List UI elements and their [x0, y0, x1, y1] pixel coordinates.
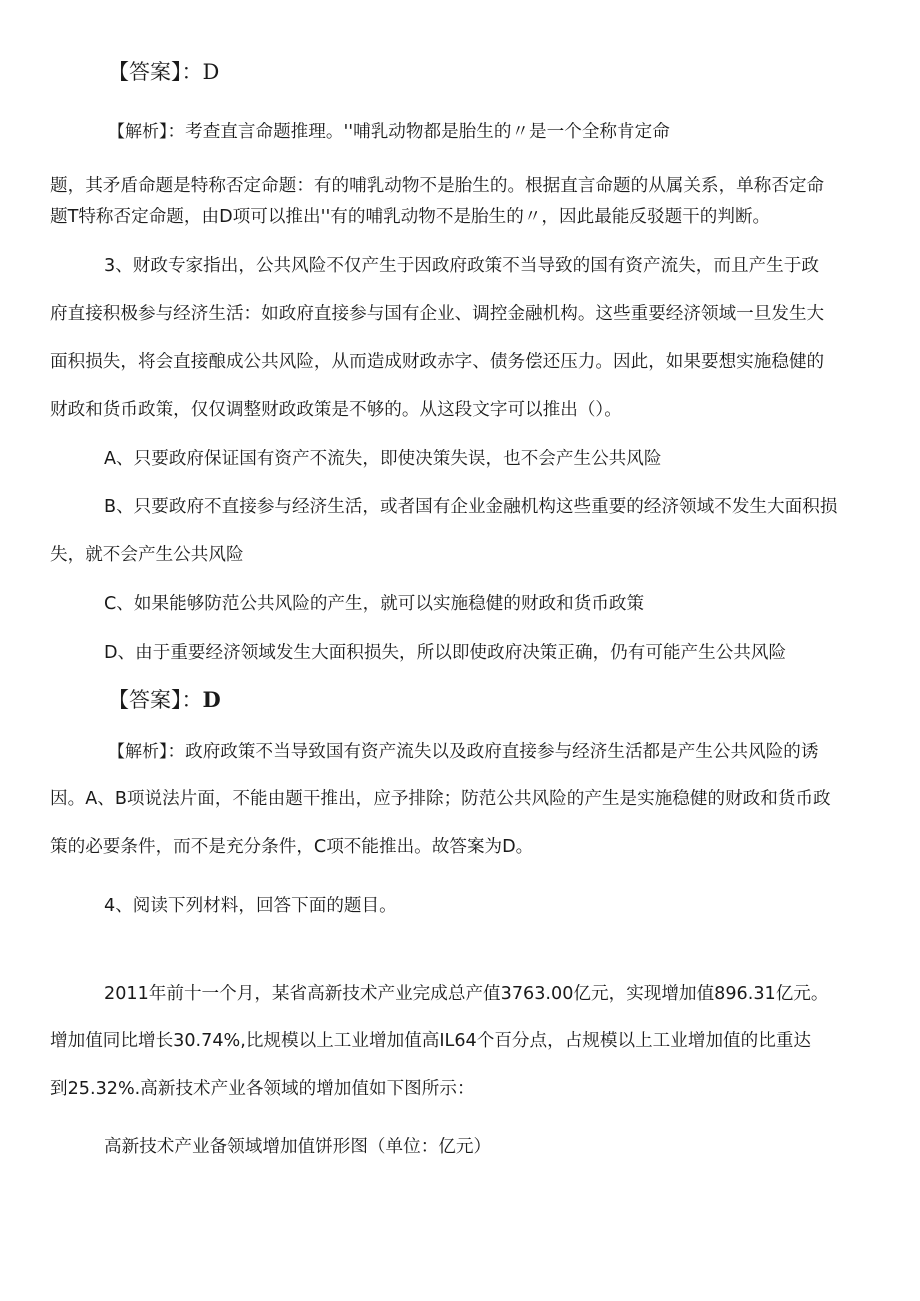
analysis-tag: 【解析】 — [108, 122, 168, 142]
question-3-stem-1: 3、财政专家指出，公共风险不仅产生于因政府政策不当导致的国有资产流失，而且产生于政 — [104, 256, 819, 276]
material-line-1: 2011年前十一个月，某省高新技术产业完成总产值3763.00亿元，实现增加值896.31亿元。 — [104, 984, 829, 1004]
material-line-3: 到25.32%.高新技术产业各领域的增加值如下图所示： — [50, 1079, 475, 1099]
answer-2 — [108, 688, 221, 712]
material-line-2: 增加值同比增长30.74%,比规模以上工业增加值高IL64个百分点，占规模以上工业增加值的比重达 — [50, 1031, 812, 1051]
analysis-1-line-2: 题，其矛盾命题是特称否定命题：有的哺乳动物不是胎生的。根据直言命题的从属关系，单称否定命 — [50, 176, 825, 196]
option-b-line-1: B、只要政府不直接参与经济生活，或者国有企业金融机构这些重要的经济领域不发生大面积损 — [104, 497, 838, 517]
analysis-text: ：考查直言命题推理。''哺乳动物都是胎生的〃是一个全称肯定命 — [167, 122, 670, 142]
option-b-line-2: 失，就不会产生公共风险 — [50, 545, 244, 565]
option-a: A、只要政府保证国有资产不流失，即使决策失误，也不会产生公共风险 — [104, 449, 662, 469]
chart-caption: 高新技术产业备领域增加值饼形图（单位：亿元） — [104, 1137, 492, 1157]
analysis-2-line-2: 因。A、B项说法片面，不能由题干推出，应予排除；防范公共风险的产生是实施稳健的财政和货币政 — [50, 789, 831, 809]
analysis-1-line-1 — [108, 120, 670, 144]
answer-tag: 【答案】 — [108, 688, 182, 712]
question-3-stem-3: 面积损失，将会直接酿成公共风险，从而造成财政赤字、债务偿还压力。因此，如果要想实施稳健的 — [50, 352, 825, 372]
answer-value: D — [202, 687, 221, 712]
option-d: D、由于重要经济领域发生大面积损失，所以即使政府决策正确，仍有可能产生公共风险 — [104, 643, 787, 663]
option-c: C、如果能够防范公共风险的产生，就可以实施稳健的财政和货币政策 — [104, 594, 645, 614]
answer-value: D — [202, 60, 220, 84]
question-3-stem-2: 府直接积极参与经济生活：如政府直接参与国有企业、调控金融机构。这些重要经济领域一旦发生大 — [50, 304, 825, 324]
analysis-tag: 【解析】 — [108, 742, 168, 762]
answer-tag: 【答案】 — [108, 60, 182, 84]
analysis-text: ：政府政策不当导致国有资产流失以及政府直接参与经济生活都是产生公共风险的诱 — [167, 742, 819, 762]
question-3-stem-4: 财政和货币政策，仅仅调整财政政策是不够的。从这段文字可以推出（）。 — [50, 400, 622, 420]
analysis-1-line-3: 题T特称否定命题，由D项可以推出''有的哺乳动物不是胎生的〃，因此最能反驳题干的判断。 — [50, 207, 771, 227]
analysis-2-line-1 — [108, 740, 818, 764]
answer-sep: ： — [181, 60, 203, 84]
question-4-stem: 4、阅读下列材料，回答下面的题目。 — [104, 896, 397, 916]
analysis-2-line-3: 策的必要条件，而不是充分条件，C项不能推出。故答案为D。 — [50, 837, 534, 857]
answer-sep: ： — [181, 688, 203, 712]
answer-1 — [108, 60, 219, 84]
